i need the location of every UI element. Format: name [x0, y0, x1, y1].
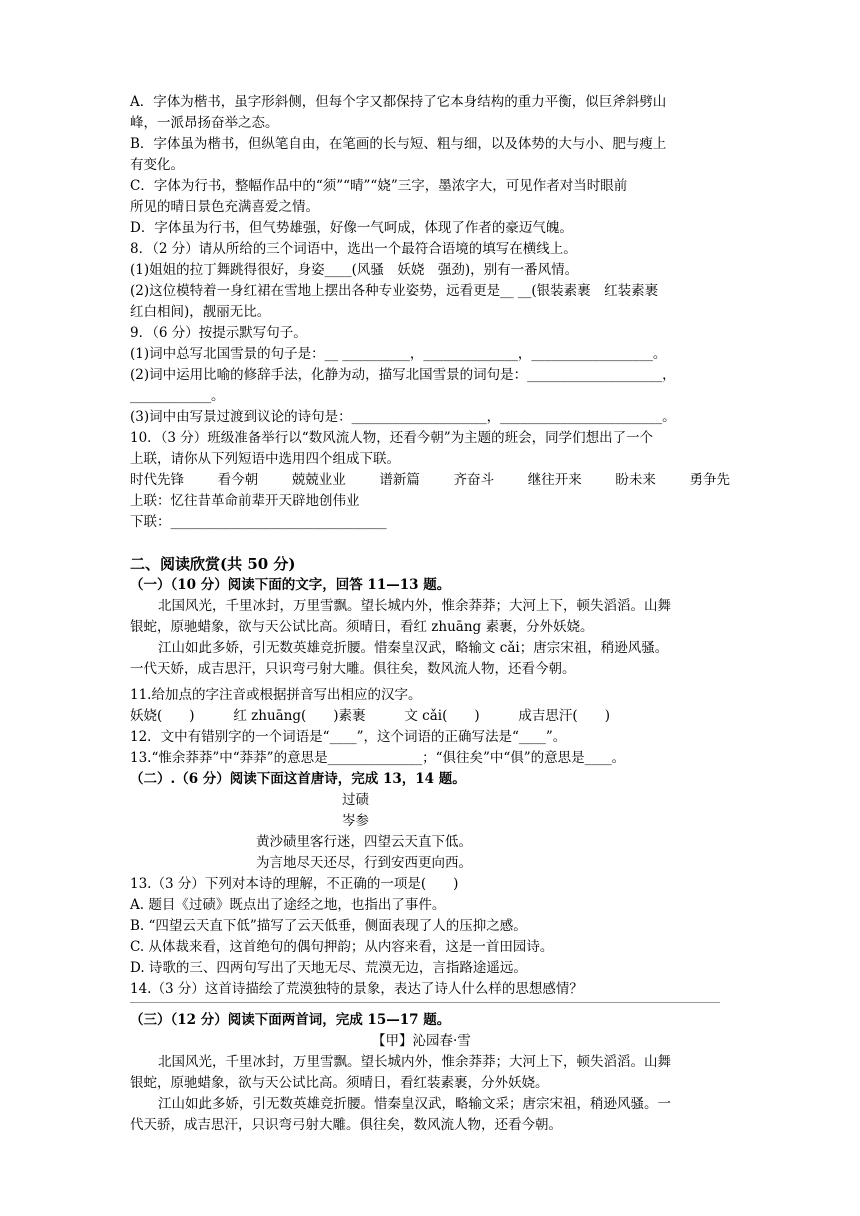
poem-author: 岑参 — [342, 813, 369, 829]
part1-text-line2: 银蛇，原驰蜡象，欲与天公试比高。须晴日，看红 zhuāng 素裹，分外妖娆。 — [130, 619, 594, 635]
part3-text-line3: 江山如此多娇，引无数英雄竞折腰。惜秦皇汉武，略输文采；唐宗宋祖，稍逊风骚。一 — [158, 1096, 671, 1112]
q9-stem: 9．（6 分）按提示默写句子。 — [130, 325, 307, 341]
option-a-line2: 峰，一派昂扬奋举之态。 — [130, 115, 279, 131]
q11-item: 妖娆( ) — [130, 708, 195, 724]
q11-item: 文 cǎi( ) — [404, 708, 480, 724]
q8-stem: 8．（2 分）请从所给的三个词语中，选出一个最符合语境的填写在横线上。 — [130, 241, 577, 257]
poem-line1: 黄沙碛里客行迷，四望云天直下低。 — [256, 834, 472, 850]
q10-stem-line2: 上联，请你从下列短语中选用四个组成下联。 — [130, 451, 400, 467]
q13-option-c: C. 从体裁来看，这首绝句的偶句押韵；从内容来看，这是一首田园诗。 — [130, 939, 554, 955]
q13-choice-stem: 13.（3 分）下列对本诗的理解，不正确的一项是( ) — [130, 876, 459, 892]
q10-upper-couplet: 上联：忆往昔革命前辈开天辟地创伟业 — [130, 493, 360, 509]
q12: 12．文中有错别字的一个词语是“____”，这个词语的正确写法是“____”。 — [130, 729, 567, 745]
part3-text-line2: 银蛇，原驰蜡象，欲与天公试比高。须晴日，看红装素裹，分外妖娆。 — [130, 1075, 549, 1091]
poem-line2: 为言地尽天还尽，行到安西更向西。 — [256, 855, 472, 871]
part1-text-line1: 北国风光，千里冰封，万里雪飘。望长城内外，惟余莽莽；大河上下，顿失滔滔。山舞 — [158, 598, 671, 614]
phrase: 盼未来 — [615, 472, 656, 488]
part1-text-line4: 一代天娇，成吉思汗，只识弯弓射大雕。俱往矣，数风流人物，还看今朝。 — [130, 661, 576, 677]
part2-header: （二）.（6 分）阅读下面这首唐诗，完成 13，14 题。 — [130, 771, 466, 787]
option-c-line1: C．字体为行书，整幅作品中的“须”“晴”“娆”三字，墨浓字大，可见作者对当时眼前 — [130, 178, 628, 194]
phrase: 兢兢业业 — [291, 472, 346, 488]
q11-items — [130, 706, 610, 727]
q13-option-b: B. “四望云天直下低”描写了云天低垂，侧面表现了人的压抑之感。 — [130, 918, 527, 934]
option-d-line1: D．字体虽为行书，但气势雄强，好像一气呵成，体现了作者的豪迈气魄。 — [130, 220, 573, 236]
q14: 14.（3 分）这首诗描绘了荒漠独特的景象，表达了诗人什么样的思想感情？ — [130, 981, 583, 997]
q13-option-a: A. 题目《过碛》既点出了途经之地，也指出了事件。 — [130, 897, 446, 913]
q11-stem: 11.给加点的字注音或根据拼音写出相应的汉字。 — [130, 687, 422, 703]
q9-item2-line1: (2)词中运用比喻的修辞手法，化静为动，描写北国雪景的词句是：____________________， — [130, 367, 676, 383]
part3-title: 【甲】沁园春·雪 — [372, 1033, 471, 1049]
phrase: 时代先锋 — [130, 472, 184, 488]
q8-item2-line2: 红白相间)，靓丽无比。 — [130, 304, 271, 320]
q8-item2-line1: (2)这位模特着一身红裙在雪地上摆出各种专业姿势，远看更是__ __(银装素裹 红装素裹 — [130, 283, 659, 299]
divider — [130, 1002, 720, 1003]
q13-option-d: D. 诗歌的三、四两句写出了天地无尽、荒漠无边，言指路途遥远。 — [130, 960, 527, 976]
q11-item: 红 zhuāng( )素裹 — [233, 708, 366, 724]
phrase: 谱新篇 — [379, 472, 420, 488]
phrase: 看今朝 — [217, 472, 259, 488]
q10-stem-line1: 10．（3 分）班级准备举行以“数风流人物，还看今朝”为主题的班会，同学们想出了一个 — [130, 430, 654, 446]
part3-text-line4: 代天骄，成吉思汗，只识弯弓射大雕。俱往矣，数风流人物，还看今朝。 — [130, 1117, 562, 1133]
q9-item3: (3)词中由写景过渡到议论的诗句是：____________________，________________________。 — [130, 409, 676, 425]
part1-header: （一）（10 分）阅读下面的文字，回答 11—13 题。 — [130, 577, 451, 593]
poem-title: 过碛 — [342, 792, 369, 808]
phrase: 齐奋斗 — [453, 472, 495, 488]
q9-item1: (1)词中总写北国雪景的句子是：__ __________，______________，__________________。 — [130, 346, 667, 362]
phrase: 勇争先 — [689, 472, 730, 488]
q13-meaning: 13.“惟余莽莽”中“莽莽”的意思是______________；“俱往矣”中“俱”的意思是____。 — [130, 750, 626, 766]
part3-header: （三）（12 分）阅读下面两首词，完成 15—17 题。 — [130, 1012, 451, 1028]
part3-text-line1: 北国风光，千里冰封，万里雪飘。望长城内外，惟余莽莽；大河上下，顿失滔滔。山舞 — [158, 1054, 671, 1070]
section-title: 二、阅读欣赏(共 50 分) — [130, 555, 296, 573]
q11-item: 成吉思汗( ) — [518, 708, 610, 724]
option-c-line2: 所见的晴日景色充满喜爱之情。 — [130, 199, 319, 215]
q10-phrase-list — [130, 470, 730, 491]
q10-lower-couplet: 下联：________________________________ — [130, 514, 387, 530]
phrase: 继往开来 — [527, 472, 582, 488]
part1-text-line3: 江山如此多娇，引无数英雄竞折腰。惜秦皇汉武，略输文 cǎi；唐宗宋祖，稍逊风骚。 — [158, 640, 669, 656]
option-a-line1: A．字体为楷书，虽字形斜侧，但每个字又都保持了它本身结构的重力平衡，似巨斧斜劈山 — [130, 94, 667, 110]
option-b-line2: 有变化。 — [130, 157, 184, 173]
option-b-line1: B．字体虽为楷书，但纵笔自由，在笔画的长与短、粗与细，以及体势的大与小、肥与瘦上 — [130, 136, 667, 152]
q8-item1: (1)姐姐的拉丁舞跳得很好，身姿____(风骚 妖娆 强劲)，别有一番风情。 — [130, 262, 579, 278]
q9-item2-line2: ____________。 — [130, 388, 225, 404]
